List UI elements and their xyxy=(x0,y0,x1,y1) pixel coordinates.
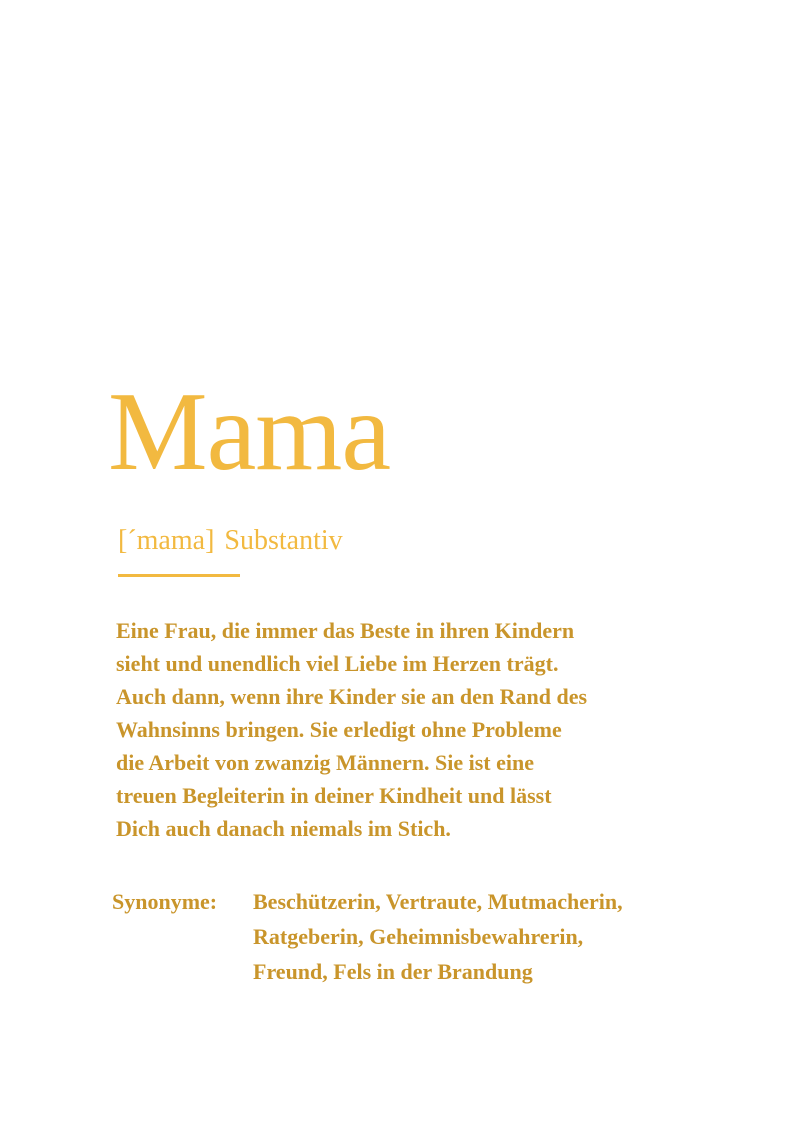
definition-text xyxy=(116,614,716,845)
definition-line: die Arbeit von zwanzig Männern. Sie ist eine xyxy=(116,750,534,775)
definition-line: Dich auch danach niemals im Stich. xyxy=(116,816,451,841)
definition-line: Wahnsinns bringen. Sie erledigt ohne Probleme xyxy=(116,717,562,742)
definition-line: treuen Begleiterin in deiner Kindheit und lässt xyxy=(116,783,552,808)
definition-line: sieht und unendlich viel Liebe im Herzen trägt. xyxy=(116,651,559,676)
synonyms-line: Freund, Fels in der Brandung xyxy=(253,959,533,984)
word-class: Substantiv xyxy=(224,525,343,556)
synonyms-label: Synonyme: xyxy=(112,889,218,914)
pronunciation-line xyxy=(118,524,343,558)
pronunciation: [´mama] xyxy=(118,525,215,556)
definition-line: Auch dann, wenn ihre Kinder sie an den Rand des xyxy=(116,684,588,709)
synonyms-line: Ratgeberin, Geheimnisbewahrerin, xyxy=(253,924,584,949)
definition-line: Eine Frau, die immer das Beste in ihren Kindern xyxy=(116,618,575,643)
synonyms-line: Beschützerin, Vertraute, Mutmacherin, xyxy=(253,889,623,914)
synonyms-list xyxy=(253,884,733,989)
accent-divider xyxy=(118,574,240,577)
headword-title: Mama xyxy=(108,370,391,494)
